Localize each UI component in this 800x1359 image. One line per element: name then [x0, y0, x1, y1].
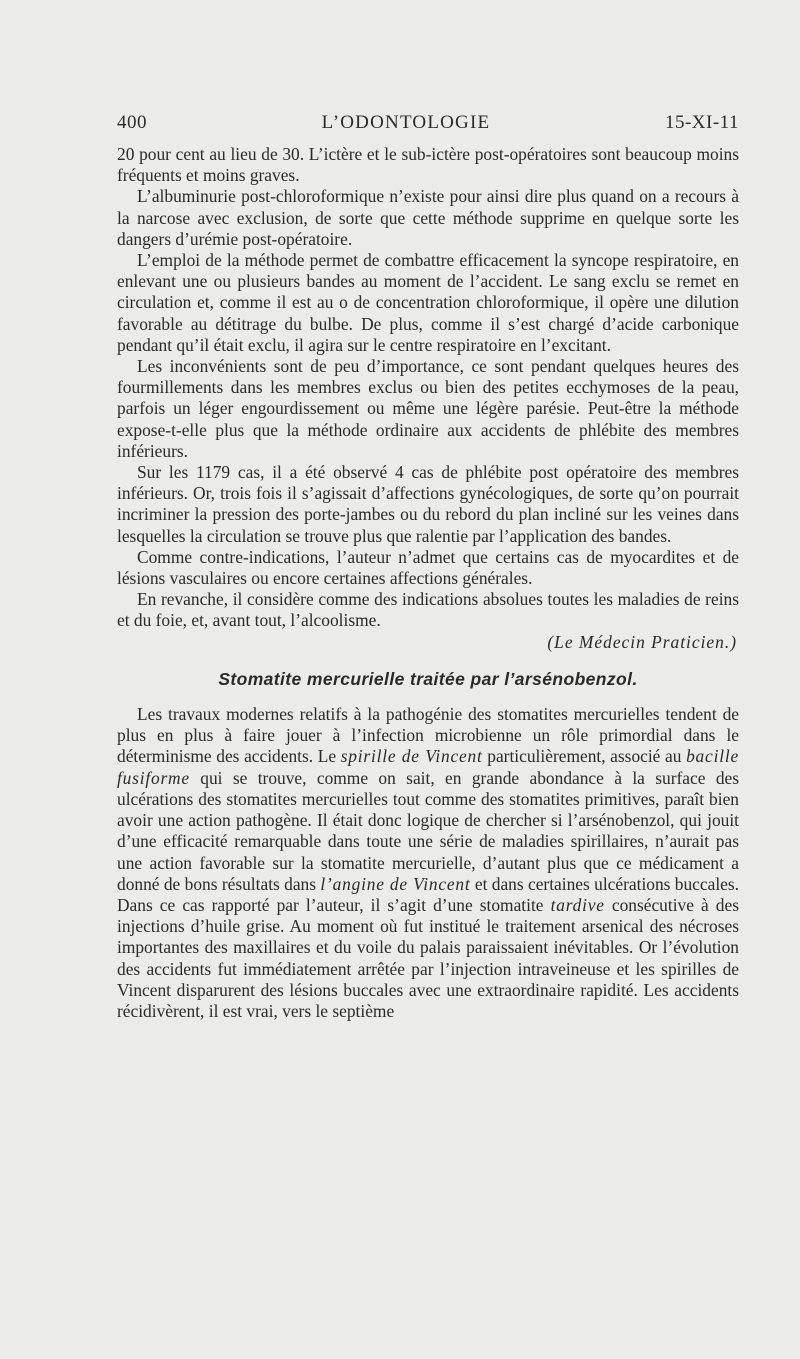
page-number: 400 — [117, 112, 147, 133]
italic-term-tardive: tardive — [550, 894, 605, 915]
text-run: Les travaux modernes relatifs à la pathogénie des stomatites mercurielles tendent de plus en plus à faire jouer à l’infection microbienne un rôle primordial dans le déterminisme des accidents. Le — [117, 704, 739, 767]
running-header — [117, 112, 739, 142]
section-heading: Stomatite mercurielle traitée par l’arsénobenzol. — [218, 668, 638, 689]
document-page — [117, 112, 739, 1022]
text-run: particulièrement, associé au — [482, 746, 687, 767]
paragraph-4: Les inconvénients sont de peu d’importance, ce sont pendant quelques heures des fourmillements dans les membres exclus ou bien des petites ecchymoses de la peau, parfois un léger engourdissement ou même une légère parésie. Peut-être la méthode expose-t-elle plus que la méthode ordinaire aux accidents de phlébite des membres inférieurs. — [117, 356, 739, 461]
paragraph-2: L’albuminurie post-chloroformique n’existe pour ainsi dire plus quand on a recours à la narcose avec exclusion, de sorte que cette méthode supprime en quelque sorte les dangers d’urémie post-opératoire. — [117, 186, 739, 249]
italic-term-angine: l’angine de Vincent — [320, 873, 471, 894]
paragraph-8 — [117, 704, 739, 1022]
body-text — [117, 144, 739, 1022]
issue-date: 15-XI-11 — [664, 112, 739, 133]
journal-title: L’ODONTOLOGIE — [321, 112, 491, 133]
paragraph-7: En revanche, il considère comme des indications absolues toutes les maladies de reins et du foie, et, avant tout, l’alcoolisme. — [117, 589, 739, 631]
italic-term-spirille: spirille de Vincent — [340, 746, 483, 767]
text-run: et dans certaines ulcérations buccales. Dans ce cas rapporté par l’auteur, il s’agit d’une stomatite — [117, 873, 740, 915]
text-run: qui se trouve, comme on sait, en grande abondance à la surface des ulcérations des stomatites mercurielles tout comme des stomatites primitives, paraît bien avoir une action pathogène. Il était donc logique de chercher si l’arsénobenzol, qui jouit d’une efficacité remarquable dans toute une série de maladies spirillaires, n’aurait pas une action favorable sur la stomatite mercurielle, d’autant plus que ce médicament a donné de bons résultats dans — [117, 767, 739, 894]
source-citation: (Le Médecin Praticien.) — [547, 631, 737, 652]
paragraph-1: 20 pour cent au lieu de 30. L’ictère et le sub-ictère post-opératoires sont beaucoup moins fréquents et moins graves. — [117, 144, 739, 186]
paragraph-6: Comme contre-indications, l’auteur n’admet que certains cas de myocardites et de lésions vasculaires ou encore certaines affections générales. — [117, 546, 739, 589]
paragraph-5: Sur les 1179 cas, il a été observé 4 cas de phlébite post opératoire des membres inférieurs. Or, trois fois il s’agissait d’affections gynécologiques, de sorte qu’on pourrait incriminer la pression des porte-jambes ou du rebord du plan incliné sur les veines dans lesquelles la circulation se trouve plus que ralentie par l’application des bandes. — [117, 462, 739, 546]
text-run: consécutive à des injections d’huile grise. Au moment où fut institué le traitement arsenical des nécroses importantes des maxillaires et du voile du palais paraissaient inévitables. Or l’évolution des accidents fut immédiatement arrêtée par l’injection intraveineuse et les spirilles de Vincent disparurent des lésions buccales avec une extraordinaire rapidité. Les accidents récidivèrent, il est vrai, vers le septième — [117, 894, 739, 1021]
paragraph-3: L’emploi de la méthode permet de combattre efficacement la syncope respiratoire, en enlevant une ou plusieurs bandes au moment de l’accident. Le sang exclu se remet en circulation et, comme il est au o de concentration chloroformique, il opère une dilution favorable au détitrage du bulbe. De plus, comme il s’est chargé d’acide carbonique pendant qu’il était exclu, il agira sur le centre respiratoire en l’excitant. — [117, 250, 739, 355]
italic-term-bacille: bacille fusiforme — [117, 746, 739, 788]
